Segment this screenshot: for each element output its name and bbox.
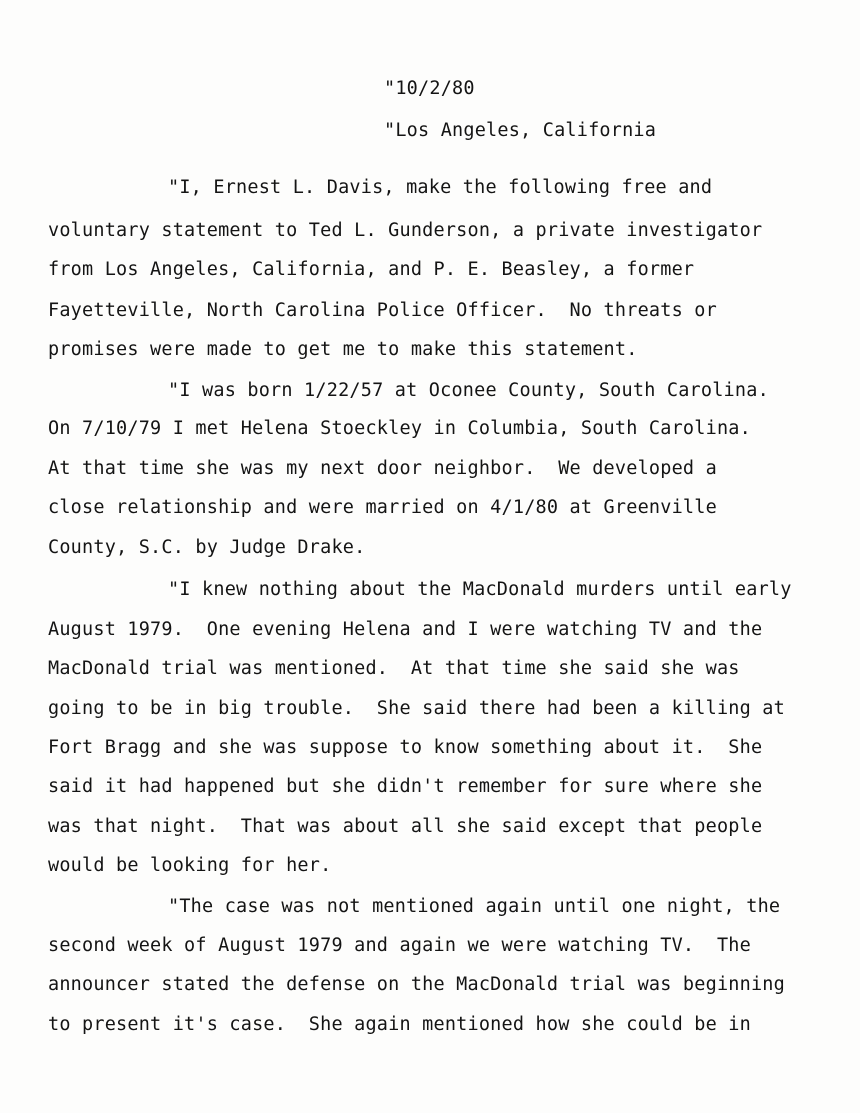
paragraph-2-line-3: At that time she was my next door neighbor. We developed a bbox=[48, 458, 717, 479]
paragraph-1-line-5: promises were made to get me to make this statement. bbox=[48, 339, 638, 360]
paragraph-3-line-3: MacDonald trial was mentioned. At that time she said she was bbox=[48, 658, 740, 679]
paragraph-1-line-1: "I, Ernest L. Davis, make the following free and bbox=[168, 177, 713, 198]
paragraph-2-line-5: County, S.C. by Judge Drake. bbox=[48, 537, 366, 558]
paragraph-2-line-2: On 7/10/79 I met Helena Stoeckley in Columbia, South Carolina. bbox=[48, 418, 751, 439]
paragraph-3-line-6: said it had happened but she didn't remember for sure where she bbox=[48, 776, 763, 797]
paragraph-4-line-3: announcer stated the defense on the MacDonald trial was beginning bbox=[48, 974, 785, 995]
paragraph-2-line-4: close relationship and were married on 4/1/80 at Greenville bbox=[48, 497, 717, 518]
paragraph-3-line-2: August 1979. One evening Helena and I were watching TV and the bbox=[48, 619, 763, 640]
statement-location: "Los Angeles, California bbox=[384, 120, 657, 141]
paragraph-3-line-7: was that night. That was about all she said except that people bbox=[48, 816, 763, 837]
paragraph-1-line-2: voluntary statement to Ted L. Gunderson, a private investigator bbox=[48, 220, 763, 241]
paragraph-4-line-4: to present it's case. She again mentioned how she could be in bbox=[48, 1014, 751, 1035]
paragraph-3-line-5: Fort Bragg and she was suppose to know something about it. She bbox=[48, 737, 763, 758]
paragraph-3-line-4: going to be in big trouble. She said there had been a killing at bbox=[48, 698, 785, 719]
paragraph-4-line-1: "The case was not mentioned again until one night, the bbox=[168, 896, 781, 917]
paragraph-3-line-8: would be looking for her. bbox=[48, 855, 332, 876]
paragraph-4-line-2: second week of August 1979 and again we were watching TV. The bbox=[48, 935, 751, 956]
paragraph-1-line-3: from Los Angeles, California, and P. E. Beasley, a former bbox=[48, 259, 695, 280]
paragraph-3-line-1: "I knew nothing about the MacDonald murders until early bbox=[168, 579, 792, 600]
paragraph-1-line-4: Fayetteville, North Carolina Police Officer. No threats or bbox=[48, 300, 717, 321]
statement-date: "10/2/80 bbox=[384, 78, 475, 99]
paragraph-2-line-1: "I was born 1/22/57 at Oconee County, South Carolina. bbox=[168, 380, 769, 401]
